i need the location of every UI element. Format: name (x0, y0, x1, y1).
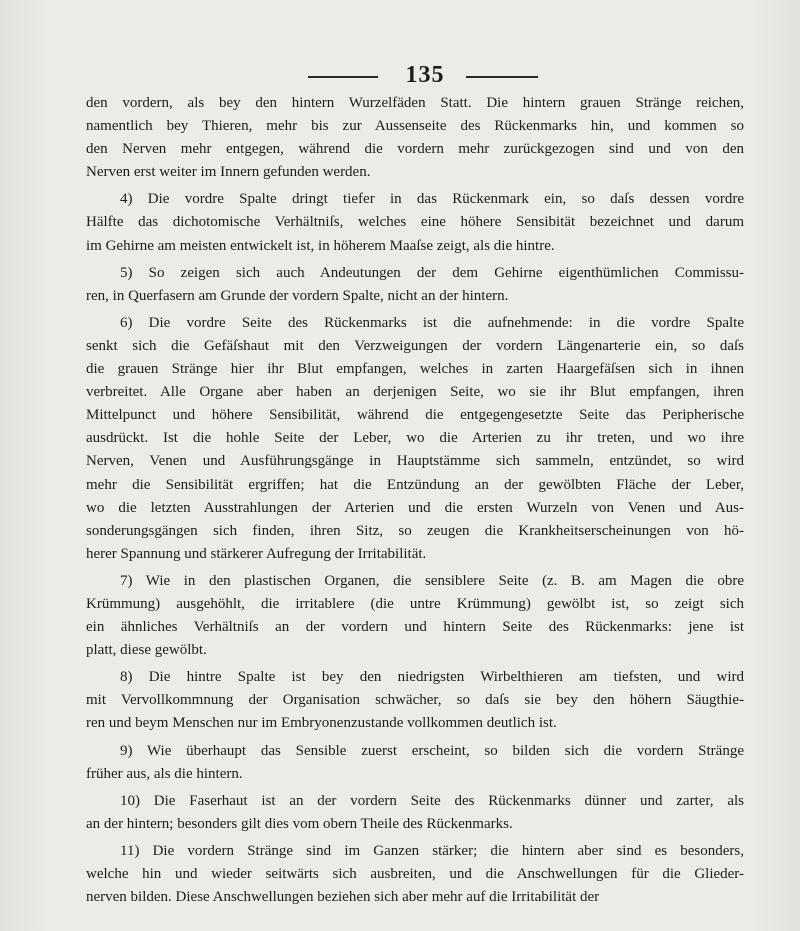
text-line: ausdrückt. Ist die hohle Seite der Leber, wo die Arterien zu ihr treten, und wo ihre (86, 430, 744, 447)
paragraph (86, 790, 744, 836)
text-line: Mittelpunct und höhere Sensibilität, während die entgegengesetzte Seite das Peripherische (86, 407, 744, 424)
text-line: 4) Die vordre Spalte dringt tiefer in das Rückenmark ein, so daſs dessen vordre (120, 191, 744, 208)
text-line: herer Spannung und stärkerer Aufregung der Irritabilität. (86, 545, 427, 562)
paragraph (86, 840, 744, 909)
text-line: den vordern, als bey den hintern Wurzelfäden Statt. Die hintern grauen Stränge reichen, (86, 95, 744, 111)
paragraph (86, 188, 744, 257)
text-line: 11) Die vordern Stränge sind im Ganzen stärker; die hintern aber sind es besonders, (120, 842, 744, 859)
text-line: welche hin und wieder seitwärts sich ausbreiten, und die Anschwellungen für die Glieder- (86, 866, 744, 882)
text-line: senkt sich die Gefäſshaut mit den Verzweigungen der vordern Längenarterie ein, so daſs (86, 337, 744, 354)
text-line: Krümmung) ausgehöhlt, die irritablere (die untre Krümmung) gewölbt ist, so zeigt sich (86, 595, 744, 612)
paragraph (86, 262, 744, 308)
paragraph (86, 740, 744, 786)
text-line: 8) Die hintre Spalte ist bey den niedrigsten Wirbelthieren am tiefsten, und wird (120, 669, 744, 686)
text-line: nerven bilden. Diese Anschwellungen beziehen sich aber mehr auf die Irritabilität der (86, 889, 600, 906)
page-header (0, 62, 800, 92)
page-number: 135 (405, 62, 445, 88)
paragraph (86, 570, 744, 662)
text-line: sonderungsgängen sich finden, ihren Sitz, so zeugen die Krankheitserscheinungen von hö- (86, 522, 744, 539)
text-line: 6) Die vordre Seite des Rückenmarks ist die aufnehmende: in die vordre Spalte (120, 314, 744, 331)
paragraph (86, 312, 744, 566)
text-line: an der hintern; besonders gilt dies vom obern Theile des Rückenmarks. (86, 815, 513, 832)
text-line: früher aus, als die hintern. (86, 765, 243, 782)
header-rule-right (466, 76, 538, 78)
text-line: Hälfte das dichotomische Verhältniſs, welches eine höhere Sensibität bezeichnet und darum (86, 214, 744, 231)
text-line: im Gehirne am meisten entwickelt ist, in höherem Maaſse zeigt, als die hintre. (86, 237, 555, 254)
text-line: Nerven erst weiter im Innern gefunden werden. (86, 164, 371, 181)
text-line: ren, in Querfasern am Grunde der vordern Spalte, nicht an der hintern. (86, 287, 509, 304)
text-line: ein ähnliches Verhältniſs an der vordern und hintern Seite des Rückenmarks: jene ist (86, 619, 744, 636)
text-line: wo die letzten Ausstrahlungen der Arterien und die ersten Wurzeln von Venen und Aus- (86, 499, 744, 516)
text-line: platt, diese gewölbt. (86, 642, 207, 659)
paragraph (86, 92, 744, 184)
text-line: verbreitet. Alle Organe aber haben an derjenigen Seite, wo sie ihr Blut empfangen, ihren (86, 384, 744, 401)
page-text-body (86, 92, 744, 909)
text-line: Nerven, Venen und Ausführungsgänge in Hauptstämme sich sammeln, entzündet, so wird (86, 453, 744, 470)
text-line: 7) Wie in den plastischen Organen, die sensiblere Seite (z. B. am Magen die obre (120, 572, 744, 589)
text-line: ren und beym Menschen nur im Embryonenzustande vollkommen deutlich ist. (86, 715, 557, 732)
text-line: den Nerven mehr entgegen, während die vordern mehr zurückgezogen sind und von den (86, 141, 744, 158)
text-line: 9) Wie überhaupt das Sensible zuerst erscheint, so bilden sich die vordern Stränge (120, 742, 744, 759)
header-rule-left (308, 76, 378, 78)
paragraph (86, 666, 744, 735)
text-line: mit Vervollkommnung der Organisation schwächer, so daſs sie bey den höhern Säugthie- (86, 692, 744, 709)
text-line: 10) Die Faserhaut ist an der vordern Seite des Rückenmarks dünner und zarter, als (120, 792, 744, 809)
text-line: namentlich bey Thieren, mehr bis zur Aussenseite des Rückenmarks hin, und kommen so (86, 118, 744, 135)
text-line: mehr die Sensibilität ergriffen; hat die Entzündung an der gewölbten Fläche der Leber, (86, 476, 744, 493)
text-line: 5) So zeigen sich auch Andeutungen der dem Gehirne eigenthümlichen Commissu- (120, 264, 744, 281)
text-line: die grauen Stränge hier ihr Blut empfangen, welches in zarten Haargefäſsen sich in ihnen (86, 361, 744, 378)
